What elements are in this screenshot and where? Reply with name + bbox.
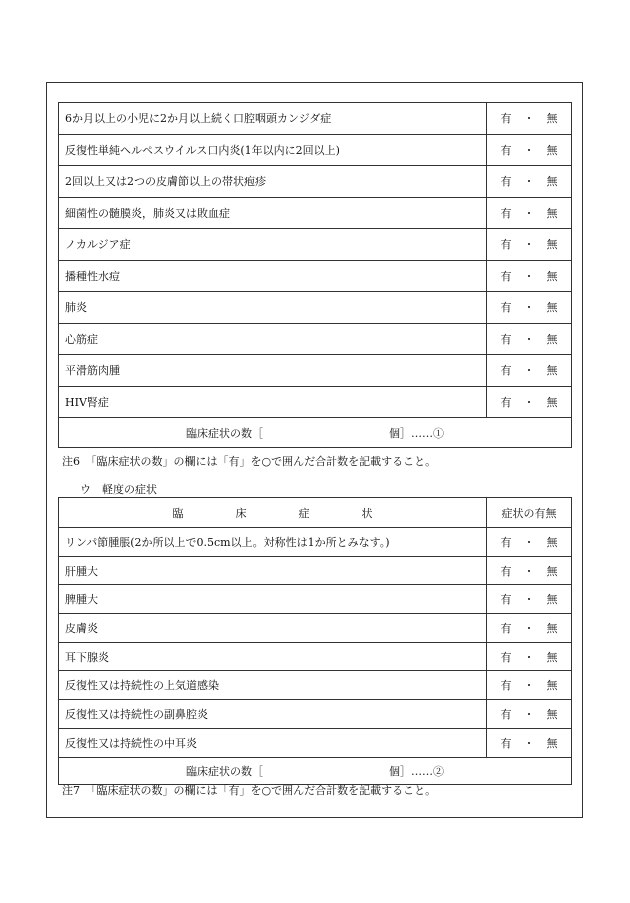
separator-dot: ・ [523, 175, 535, 189]
separator-dot: ・ [523, 564, 535, 578]
symptom-row [59, 585, 572, 614]
separator-dot: ・ [523, 269, 535, 283]
symptom-row [59, 528, 572, 557]
symptom-row [59, 728, 572, 757]
symptom-name: 平滑筋肉腫 [59, 355, 487, 387]
presence-choice[interactable] [487, 134, 572, 166]
presence-choice[interactable] [487, 671, 572, 700]
no-option[interactable]: 無 [546, 535, 558, 549]
symptom-row [59, 614, 572, 643]
count-cell-2[interactable] [59, 757, 572, 784]
no-option[interactable]: 無 [546, 395, 558, 409]
no-option[interactable]: 無 [546, 332, 558, 346]
yes-option[interactable]: 有 [500, 364, 512, 378]
separator-dot: ・ [523, 332, 535, 346]
yes-option[interactable]: 有 [500, 593, 512, 607]
header-symptom [59, 498, 487, 528]
separator-dot: ・ [523, 621, 535, 635]
no-option[interactable]: 無 [546, 269, 558, 283]
symptom-name: 心筋症 [59, 323, 487, 355]
symptom-row [59, 671, 572, 700]
no-option[interactable]: 無 [546, 175, 558, 189]
symptom-table-2 [58, 497, 572, 785]
no-option[interactable]: 無 [546, 238, 558, 252]
yes-option[interactable]: 有 [500, 175, 512, 189]
separator-dot: ・ [523, 364, 535, 378]
no-option[interactable]: 無 [546, 301, 558, 315]
symptom-name: 脾腫大 [59, 585, 487, 614]
separator-dot: ・ [523, 593, 535, 607]
separator-dot: ・ [523, 736, 535, 750]
header-symptom-text: 臨床症状 [172, 506, 425, 520]
symptom-row [59, 197, 572, 229]
no-option[interactable]: 無 [546, 112, 558, 126]
symptom-row [59, 166, 572, 198]
separator-dot: ・ [523, 301, 535, 315]
symptom-row [59, 229, 572, 261]
yes-option[interactable]: 有 [500, 206, 512, 220]
yes-option[interactable]: 有 [500, 112, 512, 126]
symptom-name: 反復性又は持続性の上気道感染 [59, 671, 487, 700]
presence-choice[interactable] [487, 728, 572, 757]
yes-option[interactable]: 有 [500, 650, 512, 664]
no-option[interactable]: 無 [546, 364, 558, 378]
yes-option[interactable]: 有 [500, 301, 512, 315]
yes-option[interactable]: 有 [500, 564, 512, 578]
header-presence: 症状の有無 [487, 498, 572, 528]
symptom-name: 6か月以上の小児に2か月以上続く口腔咽頭カンジダ症 [59, 103, 487, 135]
symptom-name: 肺炎 [59, 292, 487, 324]
no-option[interactable]: 無 [546, 143, 558, 157]
presence-choice[interactable] [487, 197, 572, 229]
presence-choice[interactable] [487, 386, 572, 418]
count-row-1 [59, 418, 572, 448]
yes-option[interactable]: 有 [500, 707, 512, 721]
separator-dot: ・ [523, 650, 535, 664]
count-suffix: 個］……① [389, 426, 444, 440]
yes-option[interactable]: 有 [500, 395, 512, 409]
note-7: 注7 「臨床症状の数」の欄には「有」を○で囲んだ合計数を記載すること。 [62, 784, 437, 797]
symptom-name: 反復性又は持続性の中耳炎 [59, 728, 487, 757]
symptom-row [59, 323, 572, 355]
separator-dot: ・ [523, 535, 535, 549]
symptom-row [59, 134, 572, 166]
symptom-row [59, 292, 572, 324]
count-label: 臨床症状の数［ [186, 764, 263, 778]
symptom-name: 耳下腺炎 [59, 642, 487, 671]
yes-option[interactable]: 有 [500, 332, 512, 346]
presence-choice[interactable] [487, 229, 572, 261]
yes-option[interactable]: 有 [500, 143, 512, 157]
symptom-name: 播種性水痘 [59, 260, 487, 292]
symptom-table-1 [58, 102, 572, 448]
symptom-row [59, 260, 572, 292]
presence-choice[interactable] [487, 323, 572, 355]
separator-dot: ・ [523, 395, 535, 409]
section-heading-mild: ウ 軽度の症状 [80, 483, 157, 496]
symptom-name: ノカルジア症 [59, 229, 487, 261]
presence-choice[interactable] [487, 292, 572, 324]
yes-option[interactable]: 有 [500, 621, 512, 635]
symptom-row [59, 556, 572, 585]
symptom-row [59, 386, 572, 418]
symptom-name: 肝腫大 [59, 556, 487, 585]
separator-dot: ・ [523, 112, 535, 126]
count-row-2 [59, 757, 572, 784]
yes-option[interactable]: 有 [500, 269, 512, 283]
presence-choice[interactable] [487, 614, 572, 643]
no-option[interactable]: 無 [546, 707, 558, 721]
separator-dot: ・ [523, 707, 535, 721]
symptom-name: HIV腎症 [59, 386, 487, 418]
presence-choice[interactable] [487, 355, 572, 387]
presence-choice[interactable] [487, 556, 572, 585]
presence-choice[interactable] [487, 166, 572, 198]
yes-option[interactable]: 有 [500, 679, 512, 693]
note-6: 注6 「臨床症状の数」の欄には「有」を○で囲んだ合計数を記載すること。 [62, 455, 437, 468]
symptom-name: リンパ節腫脹(2か所以上で0.5cm以上。対称性は1か所とみなす。) [59, 528, 487, 557]
symptom-row [59, 355, 572, 387]
separator-dot: ・ [523, 679, 535, 693]
symptom-name: 反復性又は持続性の副鼻腔炎 [59, 700, 487, 729]
symptom-name: 2回以上又は2つの皮膚節以上の帯状疱疹 [59, 166, 487, 198]
yes-option[interactable]: 有 [500, 238, 512, 252]
yes-option[interactable]: 有 [500, 535, 512, 549]
presence-choice[interactable] [487, 642, 572, 671]
header-row [59, 498, 572, 528]
presence-choice[interactable] [487, 260, 572, 292]
presence-choice[interactable] [487, 528, 572, 557]
separator-dot: ・ [523, 238, 535, 252]
symptom-row [59, 103, 572, 135]
symptom-name: 皮膚炎 [59, 614, 487, 643]
symptom-row [59, 642, 572, 671]
presence-choice[interactable] [487, 585, 572, 614]
count-label: 臨床症状の数［ [186, 426, 263, 440]
separator-dot: ・ [523, 143, 535, 157]
no-option[interactable]: 無 [546, 621, 558, 635]
no-option[interactable]: 無 [546, 650, 558, 664]
count-cell-1[interactable] [59, 418, 572, 448]
presence-choice[interactable] [487, 103, 572, 135]
no-option[interactable]: 無 [546, 593, 558, 607]
symptom-name: 細菌性の髄膜炎，肺炎又は敗血症 [59, 197, 487, 229]
no-option[interactable]: 無 [546, 679, 558, 693]
no-option[interactable]: 無 [546, 206, 558, 220]
yes-option[interactable]: 有 [500, 736, 512, 750]
count-suffix: 個］……② [389, 764, 444, 778]
presence-choice[interactable] [487, 700, 572, 729]
symptom-name: 反復性単純ヘルペスウイルス口内炎(1年以内に2回以上) [59, 134, 487, 166]
symptom-row [59, 700, 572, 729]
no-option[interactable]: 無 [546, 564, 558, 578]
separator-dot: ・ [523, 206, 535, 220]
no-option[interactable]: 無 [546, 736, 558, 750]
